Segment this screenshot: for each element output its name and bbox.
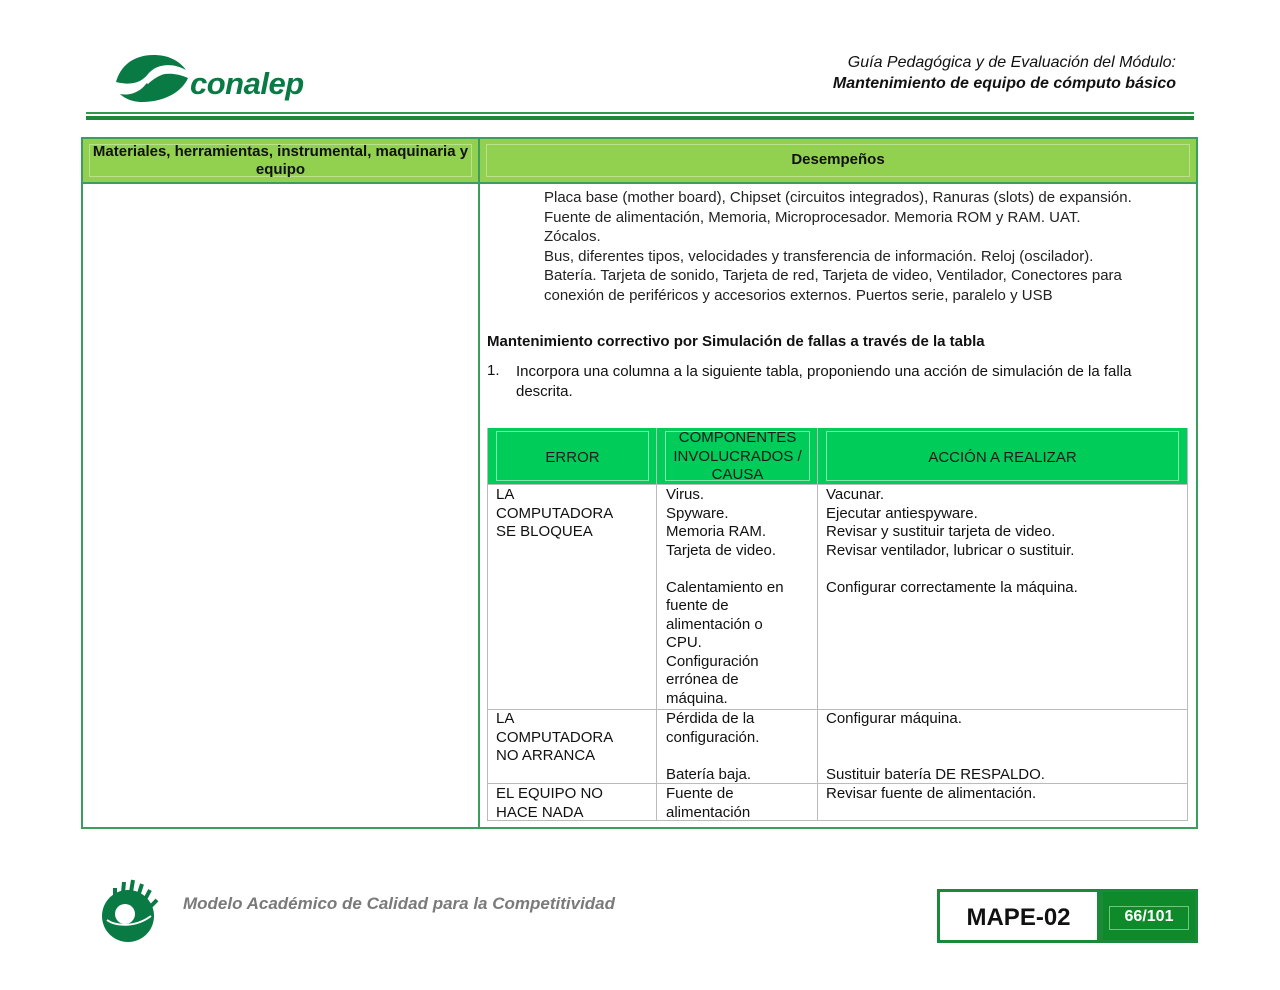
header-row-divider [83, 182, 1196, 184]
document-code-box [937, 889, 1100, 943]
fault-accion-cell: Vacunar. Ejecutar antiespyware. Revisar y sustituir tarjeta de video. Revisar ventilador, lubricar o sustituir. Configurar correctamente la máquina. [826, 486, 1078, 596]
header-divider [86, 112, 1194, 114]
footer-model-text: Modelo Académico de Calidad para la Competitividad [183, 894, 616, 913]
components-line: Batería. Tarjeta de sonido, Tarjeta de red, Tarjeta de video, Ventilador, Conectores para [544, 267, 1122, 284]
faults-column-divider [817, 428, 818, 821]
components-line: Placa base (mother board), Chipset (circuitos integrados), Ranuras (slots) de expansión. [544, 189, 1132, 206]
components-line: Fuente de alimentación, Memoria, Microprocesador. Memoria ROM y RAM. UAT. [544, 208, 1081, 226]
faults-header-error [488, 428, 657, 484]
quality-model-seal-icon [95, 876, 165, 946]
column-header-materials-label: Materiales, herramientas, instrumental, maquinaria y equipo [92, 143, 469, 178]
page-number: 66/101 [1124, 908, 1174, 925]
fault-accion-cell: Configurar máquina. Sustituir batería DE RESPALDO. [826, 710, 1045, 783]
column-header-desempenos [480, 139, 1196, 182]
fault-error-cell: LA COMPUTADORA SE BLOQUEA [496, 486, 614, 540]
title-line-2: Mantenimiento de equipo de cómputo básico [832, 75, 1176, 92]
faults-header-accion-label: ACCIÓN A REALIZAR [928, 449, 1077, 466]
document-code: MAPE-02 [966, 904, 1071, 931]
faults-header-causa-label: COMPONENTES INVOLUCRADOS / CAUSA [673, 429, 802, 483]
list-item-text: Incorpora una columna a la siguiente tabla, proponiendo una acción de simulación de la falla descrita. [516, 363, 1132, 400]
fault-causa-cell: Fuente de alimentación [666, 785, 751, 821]
section-title: Mantenimiento correctivo por Simulación de fallas a través de la tabla [487, 333, 985, 350]
conalep-logo-mark [112, 48, 192, 108]
header-divider-thick [86, 116, 1194, 120]
faults-row-divider [487, 484, 1188, 485]
page-number-box [1100, 889, 1198, 943]
fault-causa-cell: Virus. Spyware. Memoria RAM. Tarjeta de video. Calentamiento en fuente de alimentación o CPU. Configuración errónea de máquina. [666, 486, 784, 707]
column-divider [478, 139, 480, 827]
document-title [833, 52, 1176, 94]
components-line: conexión de periféricos y accesorios externos. Puertos serie, paralelo y USB [544, 286, 1053, 304]
conalep-logo-text: conalep [190, 66, 304, 101]
fault-error-cell: LA COMPUTADORA NO ARRANCA [496, 710, 614, 764]
list-item-number: 1. [487, 362, 500, 379]
column-header-desempenos-label: Desempeños [791, 151, 885, 168]
fault-causa-cell: Pérdida de la configuración. Batería baja. [666, 710, 760, 783]
faults-header-error-label: ERROR [545, 449, 600, 466]
faults-header-causa [657, 428, 818, 484]
column-header-materials [83, 139, 478, 182]
components-line: Bus, diferentes tipos, velocidades y transferencia de información. Reloj (oscilador). [544, 247, 1094, 265]
title-line-1: Guía Pedagógica y de Evaluación del Módulo: [847, 54, 1176, 71]
components-list [544, 188, 1184, 305]
components-line: Zócalos. [544, 228, 601, 245]
fault-error-cell: EL EQUIPO NO HACE NADA [496, 785, 603, 821]
faults-header-accion [818, 428, 1187, 484]
faults-column-divider [656, 428, 657, 821]
fault-accion-cell: Revisar fuente de alimentación. [826, 785, 1037, 802]
